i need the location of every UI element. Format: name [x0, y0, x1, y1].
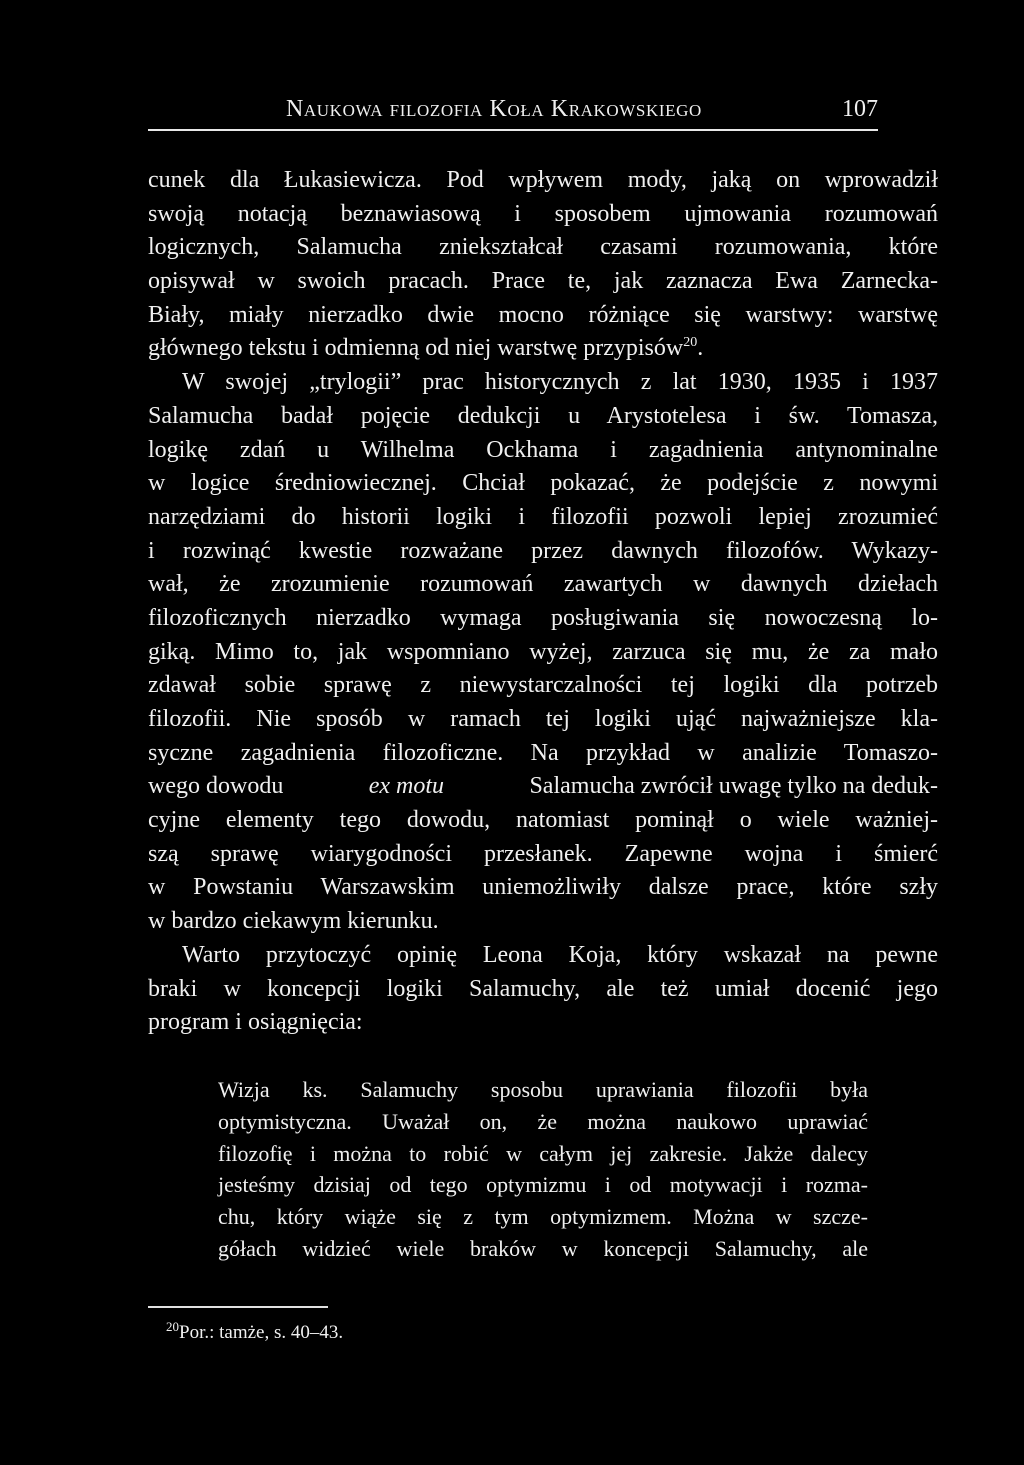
text-line: Salamucha badał pojęcie dedukcji u Arystotelesa i św. Tomasza,	[148, 402, 938, 429]
quote-line: filozofię i można to robić w całym jej zakresie. Jakże dalecy	[218, 1140, 868, 1166]
text-line: zdawał sobie sprawę z niewystarczalności tej logiki dla potrzeb	[148, 672, 938, 699]
footnote-text: Por.: tamże, s. 40–43.	[179, 1322, 344, 1343]
page-number: 107	[842, 96, 878, 122]
block-quote	[218, 1074, 868, 1265]
text-line: narzędziami do historii logiki i filozofii pozwoli lepiej zrozumieć	[148, 503, 938, 530]
text-line: W swojej „trylogii” prac historycznych z lat 1930, 1935 i 1937	[182, 369, 938, 396]
text-line: logicznych, Salamucha zniekształcał czasami rozumowania, które	[148, 234, 938, 261]
text-line: w Powstaniu Warszawskim uniemożliwiły dalsze prace, które szły	[148, 874, 938, 901]
text-line: filozoficznych nierzadko wymaga posługiwania się nowoczesną lo-	[148, 604, 938, 631]
text-line: filozofii. Nie sposób w ramach tej logiki ująć najważniejsze kla-	[148, 706, 938, 732]
running-title: Naukowa filozofia Koła Krakowskiego	[286, 96, 702, 122]
text-line: cyjne elementy tego dowodu, natomiast pominął o wiele ważniej-	[148, 807, 938, 834]
footnote-number: 20	[166, 1319, 179, 1334]
text-line: braki w koncepcji logiki Salamuchy, ale też umiał docenić jego	[148, 975, 938, 1002]
text-line: program i osiągnięcia:	[148, 1009, 363, 1036]
text-line: syczne zagadnienia filozoficzne. Na przykład w analizie Tomaszo-	[148, 739, 938, 766]
quote-line: Wizja ks. Salamuchy sposobu uprawiania filozofii była	[218, 1077, 868, 1102]
header-rule	[148, 129, 878, 131]
text-line-with-italic	[148, 770, 938, 804]
latin-phrase: ex motu	[368, 773, 445, 800]
text-line: swoją notacją beznawiasową i sposobem ujmowania rozumowań	[148, 200, 938, 227]
text-line-with-footnote	[148, 332, 938, 366]
text-line: wał, że zrozumienie rozumowań zawartych w dawnych dziełach	[148, 571, 938, 598]
footnote-marker: 20	[683, 335, 698, 351]
quote-line: optymistyczna. Uważał on, że można naukowo uprawiać	[218, 1108, 868, 1134]
footnote	[166, 1319, 344, 1344]
text-segment: wego dowodu	[148, 773, 284, 800]
footnote-rule	[148, 1306, 328, 1308]
text-line: szą sprawę wiarygodności przesłanek. Zapewne wojna i śmierć	[148, 840, 938, 867]
text-segment: Salamucha zwrócił uwagę tylko na deduk-	[529, 773, 938, 800]
sentence-end: .	[697, 335, 704, 362]
main-text	[148, 164, 938, 1040]
text-segment: głównego tekstu i odmienną od niej warstwę przypisów	[148, 335, 684, 362]
text-line: opisywał w swoich pracach. Prace te, jak zaznacza Ewa Zarnecka-	[148, 268, 938, 295]
text-line: cunek dla Łukasiewicza. Pod wpływem mody, jaką on wprowadził	[148, 167, 938, 193]
quote-line: chu, który wiąże się z tym optymizmem. Można w szcze-	[218, 1204, 868, 1230]
text-line: i rozwinąć kwestie rozważane przez dawnych filozofów. Wykazy-	[148, 537, 938, 564]
text-line: Warto przytoczyć opinię Leona Koja, który wskazał na pewne	[182, 941, 938, 968]
running-header	[148, 96, 878, 130]
text-line: logikę zdań u Wilhelma Ockhama i zagadnienia antynominalne	[148, 436, 938, 463]
text-line: giką. Mimo to, jak wspomniano wyżej, zarzuca się mu, że za mało	[148, 638, 938, 665]
text-line: w logice średniowiecznej. Chciał pokazać, że podejście z nowymi	[148, 470, 938, 497]
quote-line: jesteśmy dzisiaj od tego optymizmu i od motywacji i rozma-	[218, 1172, 868, 1198]
text-line: Biały, miały nierzadko dwie mocno różniące się warstwy: warstwę	[148, 301, 938, 328]
quote-line: gółach widzieć wiele braków w koncepcji Salamuchy, ale	[218, 1235, 868, 1261]
text-line: w bardzo ciekawym kierunku.	[148, 908, 439, 935]
